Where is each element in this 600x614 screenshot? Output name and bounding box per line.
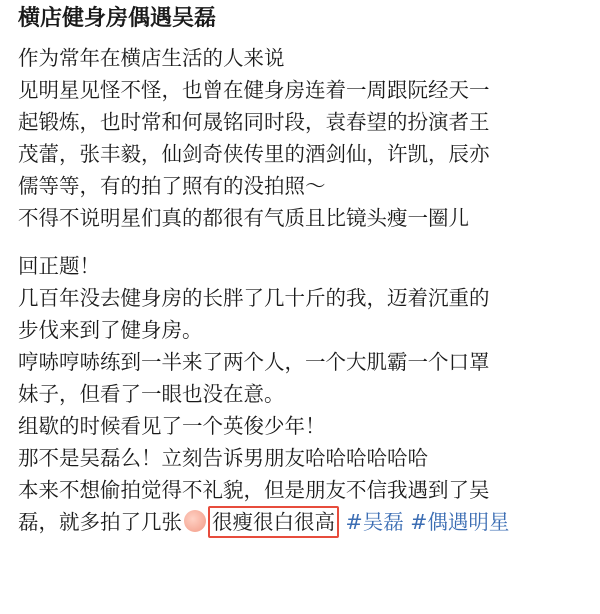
text-line: 不得不说明星们真的都很有气质且比镜头瘦一圈儿	[18, 206, 469, 230]
text-line: 见明星见怪不怪，也曾在健身房连着一周跟阮经天一	[18, 78, 490, 102]
text-line: 步伐来到了健身房。	[18, 318, 203, 342]
post-content	[18, 0, 588, 538]
hashtag-link[interactable]: #吴磊	[345, 510, 404, 534]
hashtag-link[interactable]: #偶遇明星	[410, 510, 510, 534]
text-line: 哼哧哼哧练到一半来了两个人，一个大肌霸一个口罩	[18, 350, 490, 374]
text-line: 茂蕾，张丰毅，仙剑奇侠传里的酒剑仙，许凯，辰亦	[18, 142, 490, 166]
text-line: 妹子，但看了一眼也没在意。	[18, 382, 285, 406]
text-line: 组歇的时候看见了一个英俊少年！	[18, 414, 326, 438]
text-line: 回正题！	[18, 254, 100, 278]
text-line: 作为常年在横店生活的人来说	[18, 46, 285, 70]
paragraph-gap	[18, 234, 588, 250]
last-line-prefix: 磊，就多拍了几张	[18, 510, 182, 534]
highlighted-text: 很瘦很白很高	[208, 506, 339, 538]
emoji-icon	[184, 510, 206, 532]
text-line: 儒等等，有的拍了照有的没拍照～	[18, 174, 326, 198]
text-line: 起锻炼，也时常和何晟铭同时段，袁春望的扮演者王	[18, 110, 490, 134]
text-line: 几百年没去健身房的长胖了几十斤的我，迈着沉重的	[18, 286, 490, 310]
paragraph-story	[18, 250, 588, 538]
text-line: 那不是吴磊么！立刻告诉男朋友哈哈哈哈哈哈	[18, 446, 428, 470]
post-title: 横店健身房偶遇吴磊	[18, 6, 217, 31]
paragraph-intro	[18, 42, 588, 234]
text-line: 本来不想偷拍觉得不礼貌，但是朋友不信我遇到了吴	[18, 478, 490, 502]
text-line-last	[18, 506, 588, 538]
